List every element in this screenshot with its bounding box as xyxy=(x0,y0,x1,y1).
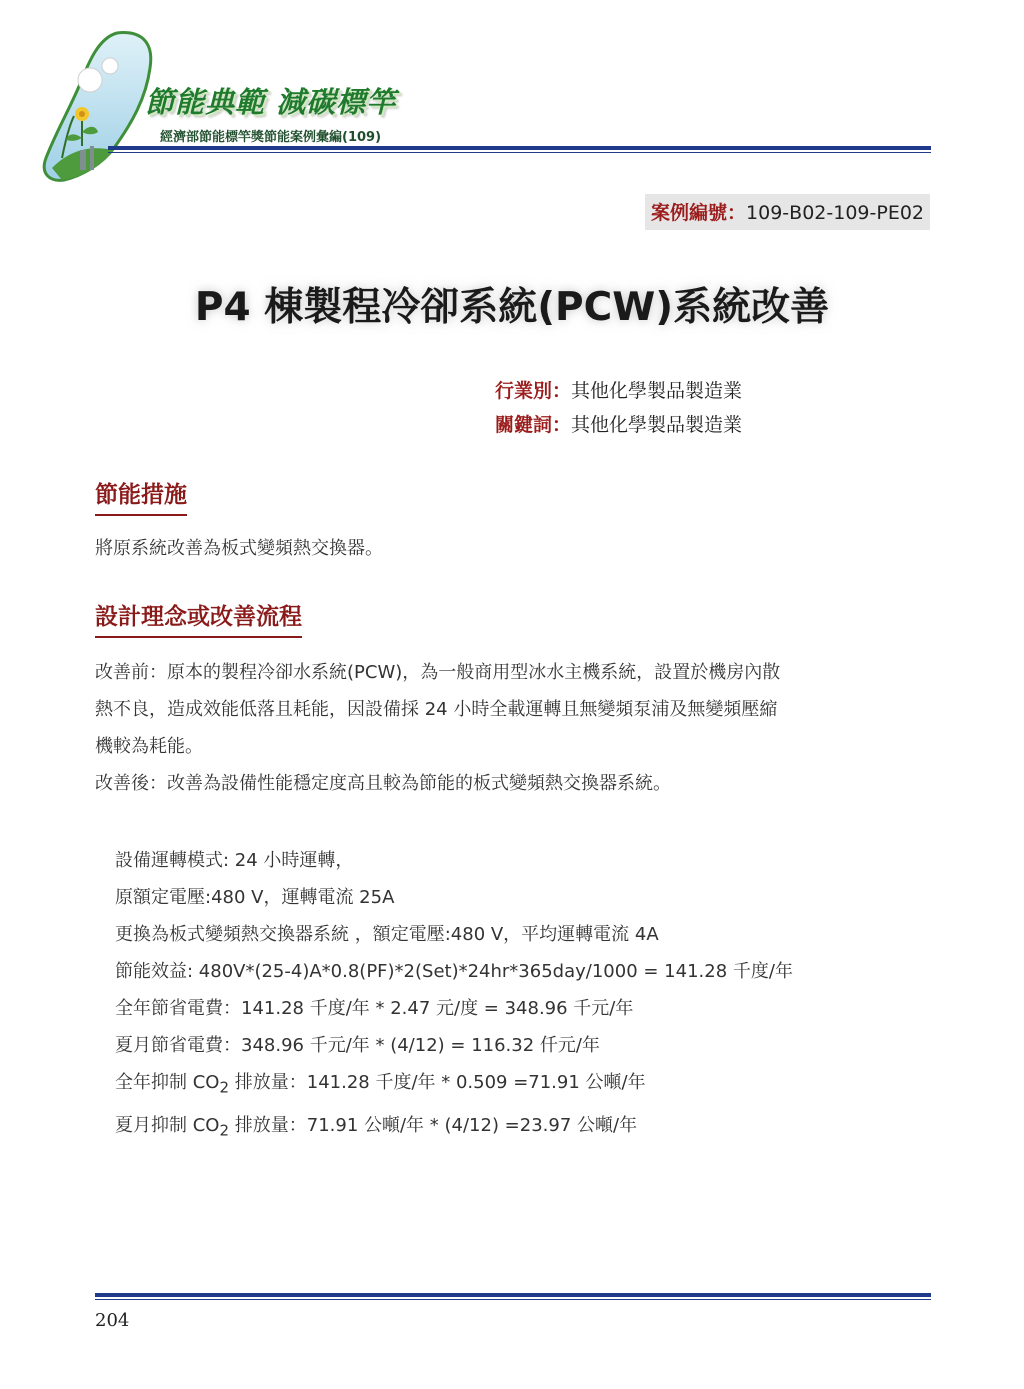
header-rule-thin xyxy=(108,152,931,153)
footer-rule-thick xyxy=(95,1293,931,1297)
keyword-row xyxy=(495,410,742,437)
case-number-value: 109-B02-109-PE02 xyxy=(746,202,924,224)
co2-subscript: 2 xyxy=(219,1121,230,1140)
design-paragraph xyxy=(95,654,945,802)
design-line: 改善後：改善為設備性能穩定度高且較為節能的板式變頻熱交換器系統。 xyxy=(95,773,671,794)
co2-subscript: 2 xyxy=(219,1078,230,1097)
calc-line: 更換為板式變頻熱交換器系統 ，額定電壓:480 V，平均運轉電流 4A xyxy=(115,924,659,945)
industry-row xyxy=(495,376,742,403)
page-number: 204 xyxy=(95,1310,130,1331)
calc-line xyxy=(115,1107,793,1150)
keyword-label: 關鍵詞： xyxy=(495,414,572,436)
calc-line-text: 夏月抑制 CO xyxy=(115,1114,220,1136)
measure-text: 將原系統改善為板式變頻熱交換器。 xyxy=(95,538,383,559)
calc-line: 夏月節省電費：348.96 千元/年 * (4/12) = 116.32 仟元/年 xyxy=(115,1035,600,1056)
calc-line: 全年節省電費：141.28 千度/年 * 2.47 元/度 = 348.96 千元/年 xyxy=(115,998,634,1019)
design-line: 改善前：原本的製程冷卻水系統(PCW)，為一般商用型冰水主機系統，設置於機房內散 xyxy=(95,662,781,683)
calc-line-text: 全年抑制 CO xyxy=(115,1072,220,1093)
measure-heading: 節能措施 xyxy=(95,476,187,516)
keyword-value: 其他化學製品製造業 xyxy=(571,414,743,436)
brand-subtitle: 經濟部節能標竿獎節能案例彙編(109) xyxy=(160,130,382,145)
case-number-label: 案例編號： xyxy=(651,202,747,224)
calc-line-text: 排放量：141.28 千度/年 * 0.509 =71.91 公噸/年 xyxy=(229,1072,646,1093)
calculation-block xyxy=(115,842,793,1149)
brand-title: 節能典範 減碳標竿 xyxy=(145,85,397,119)
footer-rule-thin xyxy=(95,1299,931,1300)
industry-label: 行業別： xyxy=(495,380,572,402)
calc-line: 原額定電壓:480 V，運轉電流 25A xyxy=(115,887,395,908)
design-line: 熱不良，造成效能低落且耗能，因設備採 24 小時全載運轉且無變頻泵浦及無變頻壓縮 xyxy=(95,699,778,720)
design-heading: 設計理念或改善流程 xyxy=(95,598,302,638)
calc-line-text: 排放量：71.91 公噸/年 * (4/12) =23.97 公噸/年 xyxy=(229,1114,638,1136)
header-rule-thick xyxy=(108,146,931,150)
industry-value: 其他化學製品製造業 xyxy=(571,380,743,402)
case-number-box xyxy=(645,194,930,230)
calc-line: 設備運轉模式: 24 小時運轉， xyxy=(115,850,354,871)
calc-line xyxy=(115,1064,793,1107)
calc-line: 節能效益: 480V*(25-4)A*0.8(PF)*2(Set)*24hr*365day/1000 = 141.28 千度/年 xyxy=(115,961,793,982)
page-title: P4 棟製程冷卻系統(PCW)系統改善 xyxy=(194,285,830,330)
design-line: 機較為耗能。 xyxy=(95,736,203,757)
